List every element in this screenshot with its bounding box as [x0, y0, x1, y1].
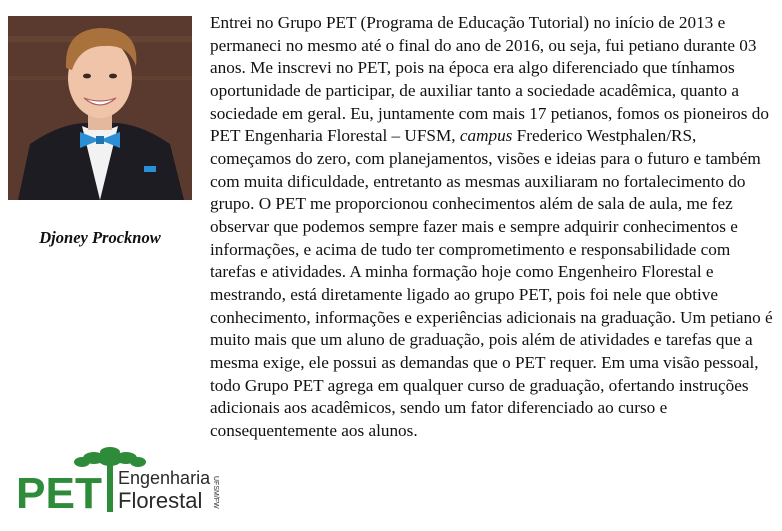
logo-line1: Engenharia [118, 468, 211, 488]
profile-name: Djoney Procknow [39, 228, 161, 247]
pet-engenharia-florestal-logo [14, 446, 226, 516]
profile-photo [8, 16, 192, 200]
testimonial-text [210, 12, 778, 442]
logo-line2: Florestal [118, 488, 203, 513]
tree-logo-icon [14, 446, 226, 516]
testimonial-part-2: Frederico Westphalen/RS, começamos do zero, com planejamentos, visões e ideias para o futuro e também com muita dificuldade, entretanto as mesmas auxiliaram no fortalecimento do grupo. O PET me proporcionou conhecimentos além de sala de aula, me fez observar que podemos sempre fazer mais e sempre adquirir conhecimentos e informações, e acima de tudo ter comprometimento e responsabilidade com tarefas e atividades. A minha formação hoje como Engenheiro Florestal e mestrando, está diretamente ligado ao grupo PET, pois foi nele que obtive conhecimento, informações e experiências adicionais na graduação. Um petiano é muito mais que um aluno de graduação, pois além de atividades e tarefas que a mesma exige, ele possui as demandas que o PET requer. Em uma visão pessoal, todo Grupo PET agrega em qualquer curso de graduação, ofertando instruções adicionais aos acadêmicos, sendo um fator diferenciado ao curso e consequentemente aos alunos. [210, 126, 773, 440]
logo-pet-text: PET [16, 469, 103, 516]
logo-side-text: UFSM/FW [212, 476, 219, 509]
portrait-illustration [8, 16, 192, 200]
testimonial-part-1: Entrei no Grupo PET (Programa de Educação Tutorial) no início de 2013 e permaneci no mesmo até o final do ano de 2016, ou seja, fui petiano durante 03 anos. Me inscrevi no PET, pois na época era algo diferenciado que tínhamos oportunidade de participar, de auxiliar tanto a sociedade acadêmica, quanto a sociedade em geral. Eu, juntamente com mais 17 petianos, fomos os pioneiros do PET Engenharia Florestal – UFSM, [210, 13, 769, 146]
campus-word: campus [459, 126, 513, 146]
